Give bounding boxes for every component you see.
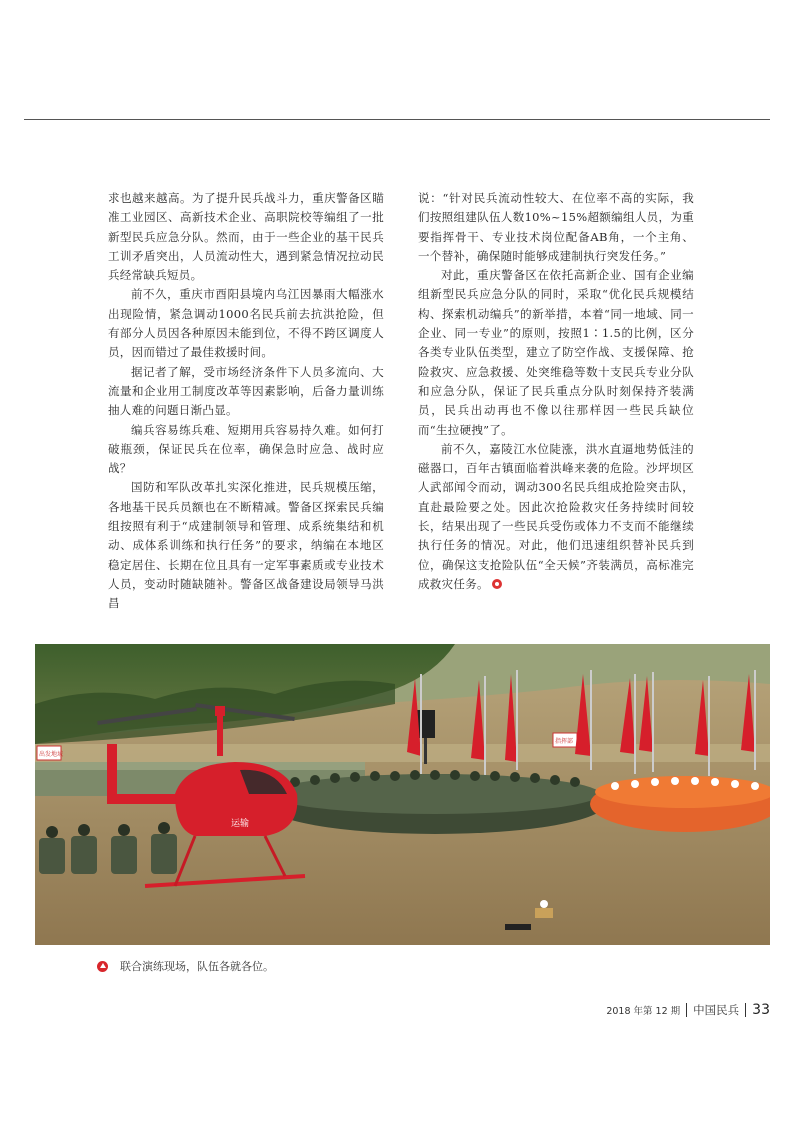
paragraph: 据记者了解，受市场经济条件下人员多流向、大流量和企业用工制度改革等因素影响，后备力量训练抽人难的问题日渐凸显。 xyxy=(108,364,384,418)
article-right-column xyxy=(418,189,694,594)
article-left-column xyxy=(108,189,384,614)
paragraph-text: 前不久，嘉陵江水位陡涨，洪水直逼地势低洼的磁器口，百年古镇面临着洪峰来袭的危险。沙坪坝区人武部闻令而动，调动300名民兵组成抢险突击队，直赴最险要之处。因此次抢险救灾任务持续时间较长，结果出现了一些民兵受伤或体力不支而不能继续执行任务的情况。对此，他们迅速组织替补民兵到位，确保这支抢险队伍“全天候”齐装满员，高标准完成救灾任务。 xyxy=(418,441,694,591)
end-mark-icon xyxy=(492,579,502,589)
paragraph: 求也越来越高。为了提升民兵战斗力，重庆警备区瞄准工业园区、高新技术企业、高职院校等编组了一批新型民兵应急分队。然而，由于一些企业的基干民兵工训矛盾突出，人员流动性大，遇到紧急情况拉动民兵经常缺兵短员。 xyxy=(108,191,384,283)
paragraph-last xyxy=(418,440,694,594)
paragraph: 国防和军队改革扎实深化推进，民兵规模压缩，各地基干民兵员额也在不断精减。警备区探索民兵编组按照有利于“成建制领导和管理、成系统集结和机动、成体系训练和执行任务”的要求，纳编在本地区稳定居住、长期在位且具有一定军事素质或专业技术人员，变动时随缺随补。警备区战备建设局领导马洪昌 xyxy=(108,480,384,611)
page-footer xyxy=(606,1002,770,1018)
magazine-name: 中国民兵 xyxy=(693,1003,740,1017)
footer-divider xyxy=(686,1003,687,1017)
footer-divider xyxy=(745,1003,746,1017)
sign-departure-area: 出发地域 xyxy=(39,751,64,758)
photo-caption xyxy=(97,958,274,974)
paragraph: 对此，重庆警备区在依托高新企业、国有企业编组新型民兵应急分队的同时，采取“优化民兵规模结构、探索机动编兵”的新举措，本着“同一地域、同一企业、同一专业”的原则，按照1∶1.5的比例，区分各类专业队伍类型，建立了防空作战、支援保障、抢险救灾、应急救援、处突维稳等数十支民兵专业分队和应急分队，保证了民兵重点分队时刻保持齐装满员，民兵出动再也不像以往那样因一些民兵缺位而“生拉硬拽”了。 xyxy=(418,268,694,437)
paragraph: 说：“针对民兵流动性较大、在位率不高的实际，我们按照组建队伍人数10%~15%超额编组人员，为重要指挥骨干、专业技术岗位配备AB角，一个主角、一个替补，确保随时能够成建制执行突发任务。” xyxy=(418,191,694,263)
header-rule xyxy=(24,119,770,120)
caption-marker-icon xyxy=(97,961,108,972)
paragraph: 编兵容易练兵难、短期用兵容易持久难。如何打破瓶颈，保证民兵在位率，确保急时应急、战时应战？ xyxy=(108,422,384,476)
page-number: 33 xyxy=(752,1002,770,1018)
paragraph: 前不久，重庆市酉阳县境内乌江因暴雨大幅涨水出现险情，紧急调动1000名民兵前去抗洪抢险，但有部分人员因各种原因未能到位，不得不跨区调度人员，因而错过了最佳救援时间。 xyxy=(108,287,384,360)
sign-command-post: 指挥部 xyxy=(555,738,574,745)
caption-text: 联合演练现场，队伍各就各位。 xyxy=(120,960,274,973)
exercise-photo xyxy=(35,644,770,945)
helicopter-label: 运输 xyxy=(231,819,250,829)
issue-label: 2018 年第 12 期 xyxy=(606,1006,681,1017)
